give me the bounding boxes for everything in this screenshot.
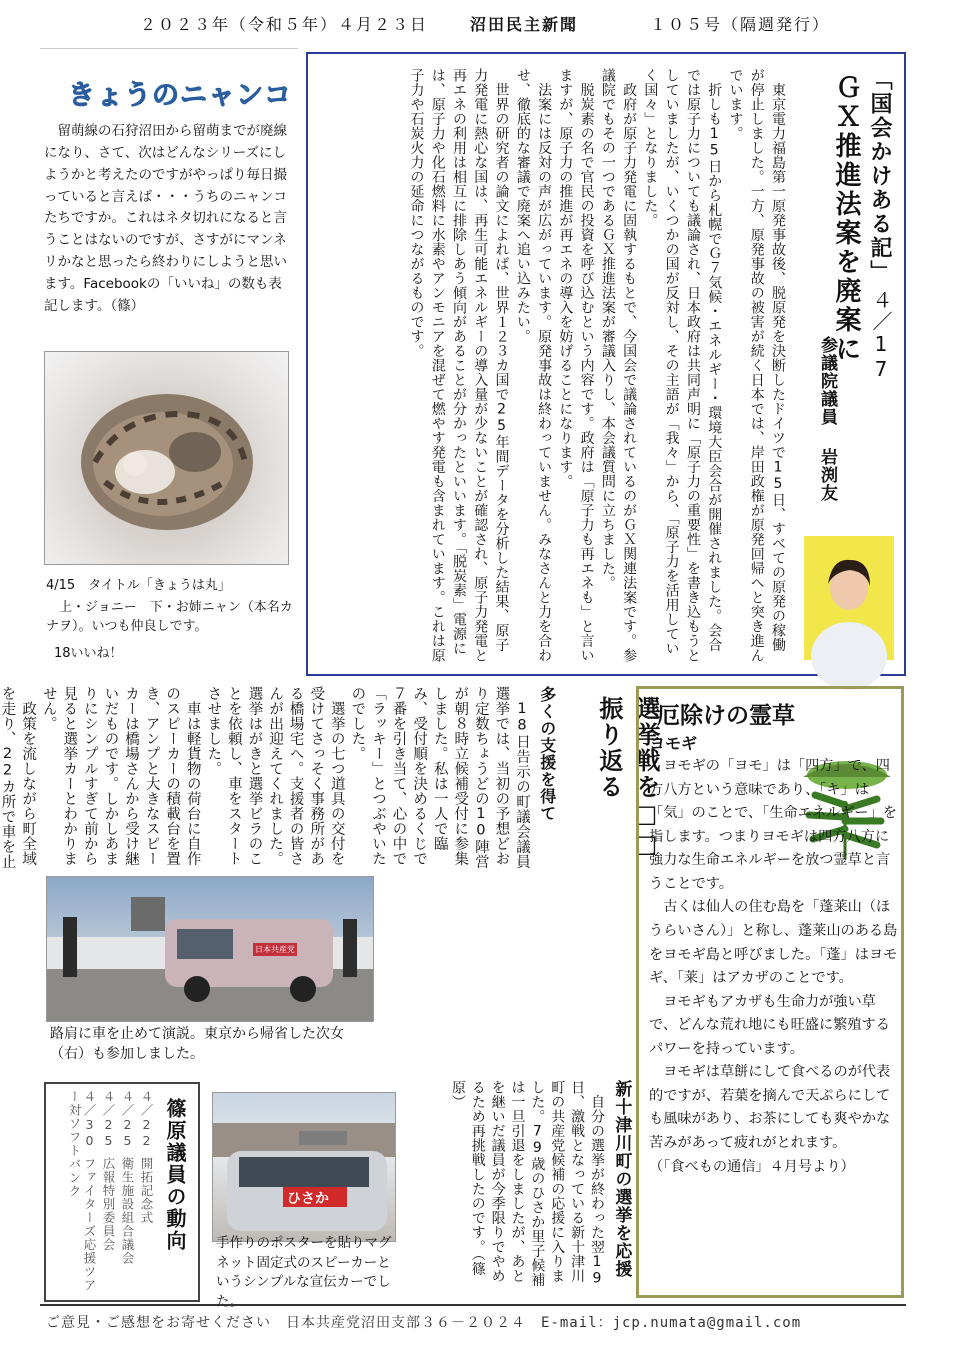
diet-article-body: 東京電力福島第一原発事故後、脱原発を決断したドイツで15日、すべての原発の稼働が停止しました。一方、原発事故の被害が続く日本では、岸田政権が原発回帰へと突き進んでいます。 折しも15日から札幌でＧ７気候・エネルギー・環境大臣会合が開催されました。会合では原子力についても議論され、日本政府は共同声明に「原子力の重要性」を書き込もうとしていましたが、いくつかの国が反対し、その主語が「我々」から、「原子力を活用していく国々」となりました。 政府が原子力発電に固執するもとで、今国会で議論されているのがＧＸ関連法案です。参議院でもその一つであるＧＸ推進法案が審議入りし、本会議質問に立ちました。 脱炭素の名で官民の投資を呼び込むという内容です。政府は「原子力も再エネも」と言いますが、原子力の推進が再エネの導入を妨げることになります。 法案には反対の声が広がっています。原発事故は終わっていません。みなさんと力を合わせ、徹底的な審議で廃案へ追い込みたい。 世界の研究者の論文によれば、世界１２３カ国で25年間データを分析した結果、原子力発電に熱心な国は、再生可能エネルギーの導入量が少ないことが確認され、原子力発電と再エネの利用は相互に排除しあう傾向があることが分かったといいます。「脱炭素」電源には、原子力や化石燃料に水素やアンモニアを混ぜて燃やす発電も含まれています。これは原子力や石炭火力の延命につながるものです。 bbox=[408, 68, 786, 663]
schedule-list bbox=[67, 1090, 154, 1300]
car-photo-caption: 手作りのポスターを貼りマグネット固定式のスピーカーというシンプルな宣伝カーでした。 bbox=[216, 1235, 392, 1310]
cat-photo bbox=[44, 351, 289, 565]
schedule-item: ４／25衛生施設組合議会 bbox=[120, 1090, 135, 1265]
campaign-car-scene bbox=[47, 877, 373, 1021]
cat-likes: 18いいね！ bbox=[54, 646, 123, 661]
portrait-illustration bbox=[804, 536, 894, 660]
car-sign-text: ひさか bbox=[287, 1191, 329, 1207]
campaign-speech-photo bbox=[46, 876, 374, 1022]
cat-caption-2: 上・ジョニー 下・お姉ニャン（本名カナヲ）。いつも仲良しです。 bbox=[46, 600, 293, 634]
paper-name: 沼田民主新聞 bbox=[470, 15, 579, 34]
diet-report-section bbox=[306, 52, 906, 676]
herb-subheadline: ヨモギ bbox=[649, 734, 698, 753]
shintotsukawa-article-body: 自分の選挙が終わった翌19日、激戦となっている新十津川町の共産党候補の応援に入りました。79歳のひさか里子候補は一旦引退をしましたが、あとを継いだ議員が今季限りでやめるため再挑戦したのです。（篠原） bbox=[449, 1080, 605, 1287]
schedule-item: ４／22開拓記念式 bbox=[139, 1090, 154, 1225]
footer-rule bbox=[40, 1304, 906, 1306]
campaign-car-closeup bbox=[213, 1093, 395, 1241]
cat-caption-1: 4/15 タイトル「きょうは丸」 bbox=[46, 578, 231, 593]
cat-heading: きょうのニャンコ bbox=[68, 80, 292, 111]
schedule-title: 篠原議員の動向 bbox=[163, 1098, 187, 1252]
car-logo-text: 日本共産党 bbox=[255, 945, 295, 954]
cat-article-body: 留萌線の石狩沼田から留萌までが廃線になり、さて、次はどんなシリーズにしようかと考えたのですがやっぱり毎日撮っていると言えば・・・うちのニャンコたちですか。これはネタ切れになると言うことはないのですが、さすがにマンネリかなと思ったら終わりにしようと思います。Facebookの「いいね」の数も表記します。（篠） bbox=[44, 123, 287, 314]
election-article-body: 18日告示の町議会議員選挙では、当初の予想どおり定数ちょうどの10陣営が朝８時立候補受付に参集しました。私は一人で臨み、受付順を決めるくじで７番を引き当て、心の中で「ラッキー」とつぶやいたのでした。 選挙の七つ道具の交付を受けてさっそく事務所がある橋場宅へ。支援者の皆さんが出迎えてくれました。選挙はがきと選挙ビラのことを依頼し、車をスタートさせました。 車は軽貨物の荷台に自作のスピーカーの積載台を置き、アンプと大きなスピーカーは橋場さんから受け継いだものです。しかしあまりにシンプルすぎて前から見ると選挙カーとわかりません。 政策を流しながら町全域を走り、22カ所で車を止 bbox=[0, 686, 530, 869]
speech-photo-caption: 路肩に車を止めて演説。東京から帰省した次女（右）も参加しました。 bbox=[50, 1026, 344, 1063]
sleeping-cat-illustration bbox=[45, 352, 288, 564]
schedule-box bbox=[44, 1082, 200, 1302]
author-portrait bbox=[804, 536, 894, 660]
diet-date: ４／17 bbox=[869, 290, 893, 382]
herb-headline: 厄除けの霊草 bbox=[657, 703, 795, 729]
footer-contact: ご意見・ご感想をお寄せください 日本共産党沼田支部３６－２０２４ E-mail：jcp.numata@gmail.com bbox=[46, 1315, 802, 1331]
diet-series-title: 「国会かけある記」 bbox=[867, 68, 892, 284]
issue-date: ２０２３年（令和５年）４月２３日 bbox=[140, 15, 429, 34]
election-headline: 選挙戦を□□振り返る bbox=[594, 696, 660, 860]
schedule-item: ４／30ファイターズ応援ツアー対ソフトバンク bbox=[67, 1090, 97, 1292]
schedule-item: ４／25広報特別委員会 bbox=[101, 1090, 116, 1252]
shintotsukawa-headline: 新十津川町の選挙を応援 bbox=[611, 1080, 632, 1278]
election-subheadline: 多くの支援を得て bbox=[537, 686, 557, 822]
issue-number: １０５号（隔週発行） bbox=[650, 15, 831, 34]
campaign-car-photo bbox=[212, 1092, 396, 1242]
cat-section bbox=[40, 48, 298, 668]
herb-article-body: ヨモギの「ヨモ」は「四方」で、四方八方という意味であり、「キ」は「気」のことで、「生命エネルギー」を指します。つまりヨモギは四方八方に強力な生命エネルギーを放つ霊草と言うことです。 古くは仙人の住む島を「蓬莱山（ほうらいさん）」と称し、蓬莱山のある島をヨモギ島と呼びました。「蓬」はヨモギ、「莱」はアカザのことです。 ヨモギもアカザも生命力が強い草で、どんな荒れ地にも旺盛に繁殖するパワーを持っています。 ヨモギは草餅にして食べるのが代表的ですが、若葉を摘んで天ぷらにしても風味があり、お茶にしても爽やかな苦みがあって疲れがとれます。 （「食べもの通信」４月号より） bbox=[649, 758, 898, 1175]
diet-author-role: 参議院議員 bbox=[817, 336, 837, 426]
diet-headline: ＧＸ推進法案を廃案に bbox=[831, 74, 861, 364]
diet-author-name: 岩渕友 bbox=[817, 448, 837, 502]
herb-section bbox=[636, 686, 904, 1298]
masthead bbox=[140, 12, 900, 34]
